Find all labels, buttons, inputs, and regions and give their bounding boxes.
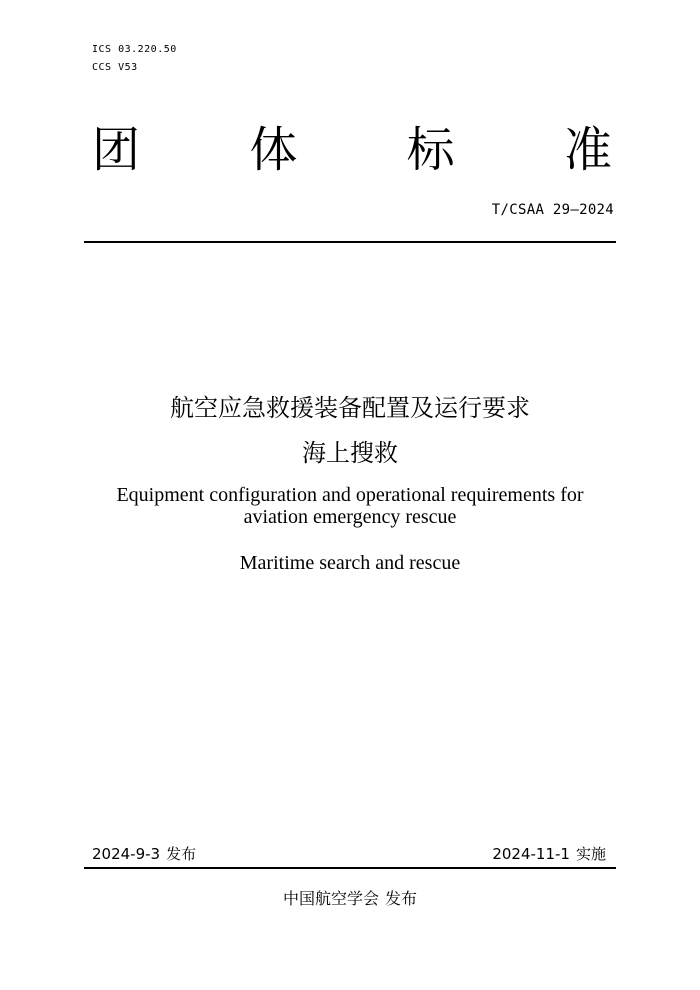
chinese-title: 航空应急救援装备配置及运行要求 [170, 394, 530, 422]
issue-date: 2024-9-3 [92, 845, 161, 863]
publisher-label: 发布 [385, 889, 418, 908]
standard-type-heading [92, 120, 612, 180]
publisher-name: 中国航空学会 [282, 889, 379, 908]
standard-type-char: 准 [563, 122, 612, 178]
issue-label: 发布 [166, 845, 197, 863]
english-part-title: Maritime search and rescue [239, 552, 461, 574]
classification-codes [92, 41, 177, 77]
bottom-divider [84, 867, 616, 869]
ccs-code: CCS V53 [92, 62, 138, 73]
english-title-line-1: Equipment configuration and operational requirements for [116, 484, 584, 506]
implement-date-block [492, 843, 606, 864]
issue-date-block [92, 843, 196, 864]
implement-date: 2024-11-1 [492, 845, 570, 863]
implement-label: 实施 [575, 845, 606, 863]
standard-number: T/CSAA 29—2024 [491, 202, 614, 218]
standard-type-char: 体 [249, 122, 298, 178]
publisher-block [0, 886, 700, 909]
chinese-part-title: 海上搜救 [302, 439, 398, 467]
standard-type-char: 团 [92, 122, 141, 178]
top-divider [84, 241, 616, 243]
english-title-line-2: aviation emergency rescue [243, 506, 457, 528]
standard-type-char: 标 [406, 122, 455, 178]
ics-code: ICS 03.220.50 [92, 44, 177, 55]
